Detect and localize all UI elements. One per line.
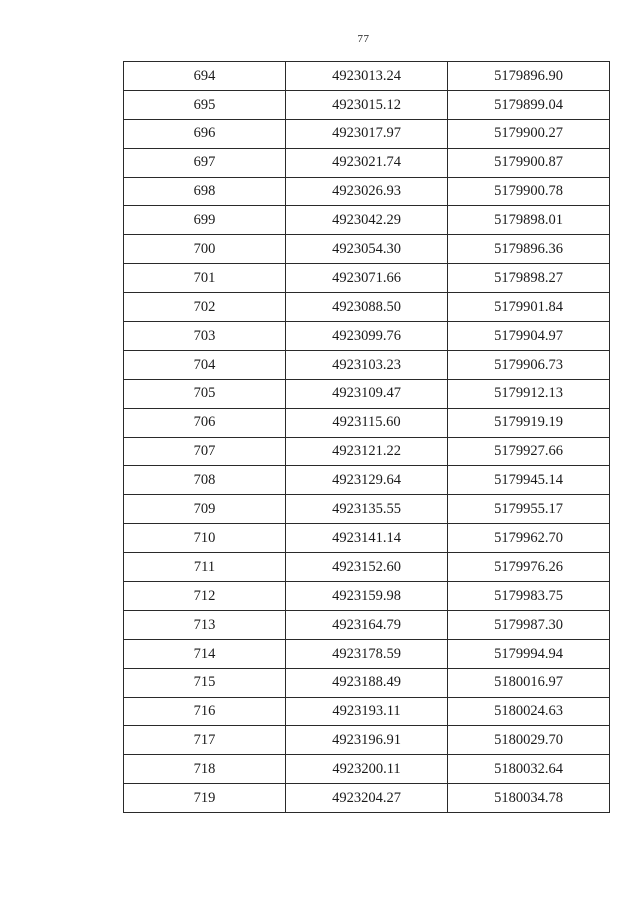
x-coordinate-cell: 4923054.30	[286, 235, 448, 264]
page-number: 77	[357, 33, 370, 45]
x-coordinate-cell: 4923109.47	[286, 379, 448, 408]
point-number-cell: 711	[124, 553, 286, 582]
table-row	[124, 408, 610, 437]
y-coordinate-cell: 5180029.70	[448, 726, 610, 755]
point-number-cell: 700	[124, 235, 286, 264]
y-coordinate-cell: 5179927.66	[448, 437, 610, 466]
table-row	[124, 322, 610, 351]
x-coordinate-cell: 4923159.98	[286, 582, 448, 611]
y-coordinate-cell: 5179900.27	[448, 119, 610, 148]
y-coordinate-cell: 5179896.36	[448, 235, 610, 264]
x-coordinate-cell: 4923193.11	[286, 697, 448, 726]
x-coordinate-cell: 4923021.74	[286, 148, 448, 177]
x-coordinate-cell: 4923099.76	[286, 322, 448, 351]
x-coordinate-cell: 4923164.79	[286, 610, 448, 639]
x-coordinate-cell: 4923152.60	[286, 553, 448, 582]
point-number-cell: 715	[124, 668, 286, 697]
y-coordinate-cell: 5179900.78	[448, 177, 610, 206]
point-number-cell: 712	[124, 582, 286, 611]
point-number-cell: 701	[124, 264, 286, 293]
x-coordinate-cell: 4923017.97	[286, 119, 448, 148]
x-coordinate-cell: 4923196.91	[286, 726, 448, 755]
coordinates-table	[123, 61, 610, 813]
y-coordinate-cell: 5179896.90	[448, 62, 610, 91]
y-coordinate-cell: 5180034.78	[448, 784, 610, 813]
point-number-cell: 708	[124, 466, 286, 495]
point-number-cell: 714	[124, 639, 286, 668]
x-coordinate-cell: 4923135.55	[286, 495, 448, 524]
point-number-cell: 710	[124, 524, 286, 553]
table-row	[124, 148, 610, 177]
point-number-cell: 699	[124, 206, 286, 235]
table-row	[124, 350, 610, 379]
y-coordinate-cell: 5179987.30	[448, 610, 610, 639]
x-coordinate-cell: 4923188.49	[286, 668, 448, 697]
point-number-cell: 709	[124, 495, 286, 524]
x-coordinate-cell: 4923071.66	[286, 264, 448, 293]
table-row	[124, 582, 610, 611]
x-coordinate-cell: 4923013.24	[286, 62, 448, 91]
point-number-cell: 697	[124, 148, 286, 177]
point-number-cell: 717	[124, 726, 286, 755]
table-row	[124, 639, 610, 668]
y-coordinate-cell: 5179899.04	[448, 90, 610, 119]
point-number-cell: 719	[124, 784, 286, 813]
point-number-cell: 695	[124, 90, 286, 119]
table-row	[124, 119, 610, 148]
point-number-cell: 694	[124, 62, 286, 91]
table-row	[124, 264, 610, 293]
y-coordinate-cell: 5179906.73	[448, 350, 610, 379]
y-coordinate-cell: 5180032.64	[448, 755, 610, 784]
x-coordinate-cell: 4923121.22	[286, 437, 448, 466]
table-row	[124, 495, 610, 524]
table-row	[124, 90, 610, 119]
table-row	[124, 610, 610, 639]
x-coordinate-cell: 4923015.12	[286, 90, 448, 119]
point-number-cell: 702	[124, 293, 286, 322]
x-coordinate-cell: 4923204.27	[286, 784, 448, 813]
table-row	[124, 553, 610, 582]
table-row	[124, 62, 610, 91]
x-coordinate-cell: 4923088.50	[286, 293, 448, 322]
table-row	[124, 697, 610, 726]
point-number-cell: 716	[124, 697, 286, 726]
x-coordinate-cell: 4923103.23	[286, 350, 448, 379]
x-coordinate-cell: 4923042.29	[286, 206, 448, 235]
x-coordinate-cell: 4923129.64	[286, 466, 448, 495]
table-row	[124, 437, 610, 466]
y-coordinate-cell: 5179919.19	[448, 408, 610, 437]
y-coordinate-cell: 5179976.26	[448, 553, 610, 582]
x-coordinate-cell: 4923178.59	[286, 639, 448, 668]
y-coordinate-cell: 5179904.97	[448, 322, 610, 351]
point-number-cell: 713	[124, 610, 286, 639]
y-coordinate-cell: 5179898.01	[448, 206, 610, 235]
table-row	[124, 466, 610, 495]
table-body	[124, 62, 610, 813]
y-coordinate-cell: 5179945.14	[448, 466, 610, 495]
table-row	[124, 784, 610, 813]
table-row	[124, 235, 610, 264]
y-coordinate-cell: 5179962.70	[448, 524, 610, 553]
y-coordinate-cell: 5179994.94	[448, 639, 610, 668]
y-coordinate-cell: 5180016.97	[448, 668, 610, 697]
x-coordinate-cell: 4923141.14	[286, 524, 448, 553]
y-coordinate-cell: 5179912.13	[448, 379, 610, 408]
point-number-cell: 705	[124, 379, 286, 408]
y-coordinate-cell: 5179983.75	[448, 582, 610, 611]
table-row	[124, 668, 610, 697]
point-number-cell: 718	[124, 755, 286, 784]
table-row	[124, 206, 610, 235]
point-number-cell: 706	[124, 408, 286, 437]
point-number-cell: 704	[124, 350, 286, 379]
table-row	[124, 755, 610, 784]
y-coordinate-cell: 5179955.17	[448, 495, 610, 524]
x-coordinate-cell: 4923200.11	[286, 755, 448, 784]
table-row	[124, 379, 610, 408]
point-number-cell: 703	[124, 322, 286, 351]
y-coordinate-cell: 5179900.87	[448, 148, 610, 177]
point-number-cell: 707	[124, 437, 286, 466]
table-row	[124, 524, 610, 553]
x-coordinate-cell: 4923115.60	[286, 408, 448, 437]
table-row	[124, 177, 610, 206]
point-number-cell: 698	[124, 177, 286, 206]
table-row	[124, 293, 610, 322]
x-coordinate-cell: 4923026.93	[286, 177, 448, 206]
y-coordinate-cell: 5180024.63	[448, 697, 610, 726]
table-row	[124, 726, 610, 755]
y-coordinate-cell: 5179901.84	[448, 293, 610, 322]
point-number-cell: 696	[124, 119, 286, 148]
y-coordinate-cell: 5179898.27	[448, 264, 610, 293]
